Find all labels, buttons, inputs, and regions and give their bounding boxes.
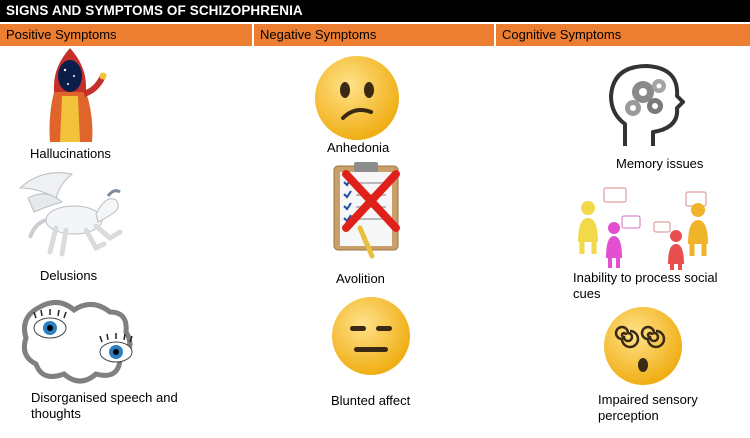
neutral-face-icon (330, 295, 412, 377)
symptom-label-sensory-perception: Impaired sensory perception (598, 392, 698, 423)
symptom-label-social-cues: Inability to process social cues (573, 270, 718, 301)
confused-face-icon (313, 54, 401, 142)
header-cognitive-symptoms: Cognitive Symptoms (496, 24, 750, 46)
social-people-icon (574, 186, 718, 272)
hooded-figure-icon (40, 46, 110, 146)
page-title: SIGNS AND SYMPTOMS OF SCHIZOPHRENIA (0, 0, 750, 22)
symptom-label-memory-issues: Memory issues (616, 156, 704, 171)
symptom-label-delusions: Delusions (40, 268, 98, 283)
dizzy-face-icon (602, 305, 684, 387)
pegasus-icon (12, 168, 134, 260)
clipboard-cross-icon (326, 158, 410, 262)
head-gears-icon (603, 62, 687, 150)
eyes-cloud-icon (18, 298, 136, 386)
symptom-label-hallucinations: Hallucinations (30, 146, 111, 161)
symptom-label-avolition: Avolition (336, 271, 385, 286)
header-positive-symptoms: Positive Symptoms (0, 24, 252, 46)
symptom-label-anhedonia: Anhedonia (327, 140, 390, 155)
symptom-label-disorganised-speech: Disorganised speech and thoughts (31, 390, 178, 421)
header-negative-symptoms: Negative Symptoms (254, 24, 494, 46)
symptom-label-blunted-affect: Blunted affect (331, 393, 411, 408)
